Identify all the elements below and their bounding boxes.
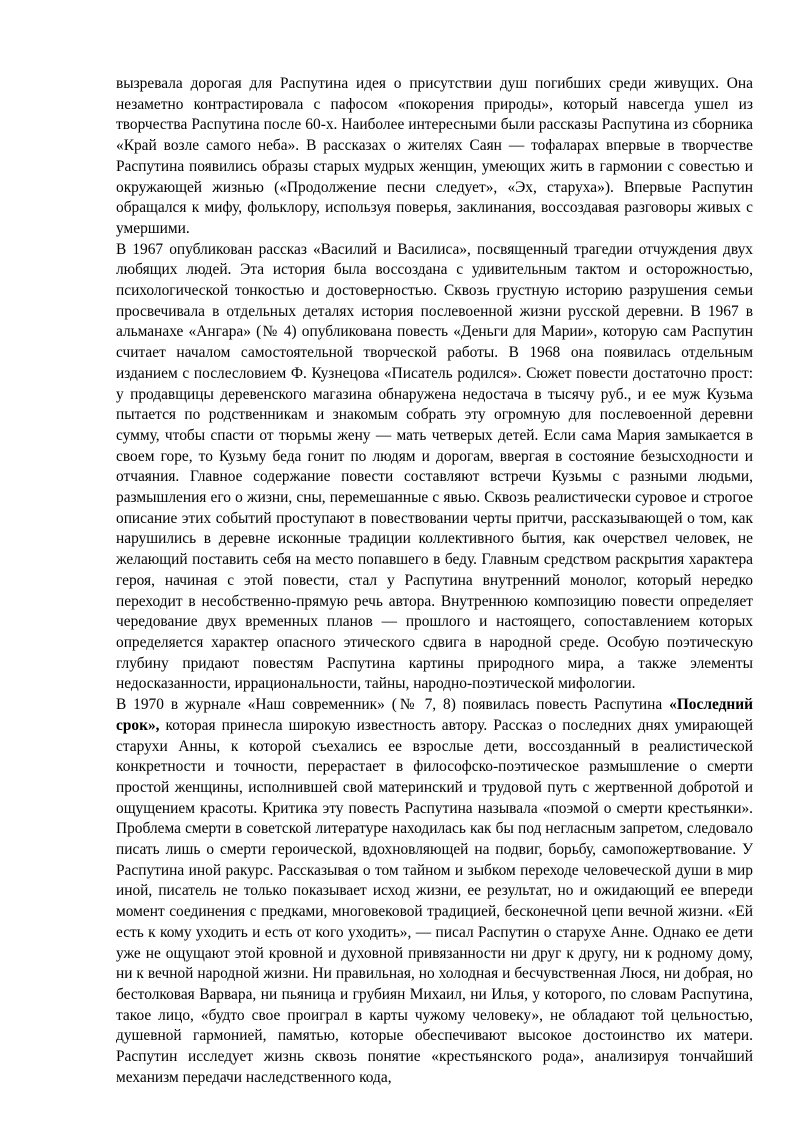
paragraph-2: В 1967 опубликован рассказ «Василий и Василиса», посвященный трагедии отчуждения двух любящих людей. Эта история была воссоздана с удивительным тактом и осторожностью, психологической тонкостью и достоверностью. Сквозь грустную историю разрушения семьи просвечивала в отдельных деталях история послевоенной жизни русской деревни. В 1967 в альманахе «Ангара» (№ 4) опубликована повесть «Деньги для Марии», которую сам Распутин считает началом самостоятельной творческой работы. В 1968 она появилась отдельным изданием с послесловием Ф. Кузнецова «Писатель родился». Сюжет повести достаточно прост: у продавщицы деревенского магазина обнаружена недостача в тысячу руб., и ее муж Кузьма пытается по родственникам и знакомым собрать эту огромную для послевоенной деревни сумму, чтобы спасти от тюрьмы жену — мать четверых детей. Если сама Мария замыкается в своем горе, то Кузьму беда гонит по людям и дорогам, ввергая в состояние безысходности и отчаяния. Главное содержание повести составляют встречи Кузьмы с разными людьми, размышления его о жизни, сны, перемешанные с явью. Сквозь реалистически суровое и строгое описание этих событий проступают в повествовании черты притчи, рассказывающей о том, как нарушились в деревне исконные традиции коллективного бытия, как очерствел человек, не желающий поставить себя на место попавшего в беду. Главным средством раскрытия характера героя, начиная с этой повести, стал у Распутина внутренний монолог, который нередко переходит в несобственно-прямую речь автора. Внутреннюю композицию повести определяет чередование двух временных планов — прошлого и настоящего, сопоставлением которых определяется характер опасного этического сдвига в народной среде. Особую поэтическую глубину придают повестям Распутина картины природного мира, а также элементы недосказанности, иррациональности, тайны, народно-поэтической мифологии. [116, 240, 753, 693]
story-title-bold: «Последний срок», [116, 696, 753, 734]
document-page [116, 74, 753, 1088]
paragraph-3 [116, 695, 753, 1088]
paragraph-1: вызревала дорогая для Распутина идея о присутствии душ погибших среди живущих. Она незаметно контрастировала с пафосом «покорения природы», который навсегда ушел из творчества Распутина после 60-х. Наиболее интересными были рассказы Распутина из сборника «Край возле самого неба». В рассказах о жителях Саян — тофаларах впервые в творчестве Распутина появились образы старых мудрых женщин, умеющих жить в гармонии с совестью и окружающей жизнью («Продолжение песни следует», «Эх, старуха»). Впервые Распутин обращался к мифу, фольклору, используя поверья, заклинания, воссоздавая разговоры живых с умершими. [116, 75, 753, 237]
paragraph-3-intro: В 1970 в журнале «Наш современник» (№ 7, 8) появилась повесть Распутина [116, 696, 670, 714]
paragraph-3-body: которая принесла широкую известность автору. Рассказ о последних днях умирающей старухи Анны, к которой съехались ее взрослые дети, воссозданный в реалистической конкретности и точности, перерастает в философско-поэтическое размышление о смерти простой женщины, исполнившей свой материнский и трудовой путь с жертвенной добротой и ощущением красоты. Критика эту повесть Распутина называла «поэмой о смерти крестьянки». Проблема смерти в советской литературе находилась как бы под негласным запретом, следовало писать лишь о смерти героической, вдохновляющей на подвиг, борьбу, самопожертвование. У Распутина иной ракурс. Рассказывая о том тайном и зыбком переходе человеческой души в мир иной, писатель не только показывает исход жизни, ее результат, но и ожидающий ее впереди момент соединения с предками, многовековой традицией, бесконечной цепи вечной жизни. «Ей есть к кому уходить и есть от кого уходить», — писал Распутин о старухе Анне. Однако ее дети уже не ощущают этой кровной и духовной привязанности ни друг к другу, ни к родному дому, ни к вечной народной жизни. Ни правильная, но холодная и бесчувственная Люся, ни добрая, но бестолковая Варвара, ни пьяница и грубиян Михаил, ни Илья, у которого, по словам Распутина, такое лицо, «будто свое проиграл в карты чужому человеку», не обладают той цельностью, душевной гармонией, памятью, которые обеспечивают высокое достоинство их матери. Распутин исследует жизнь сквозь понятие «крестьянского рода», анализируя тончайший механизм передачи наследственного кода, [116, 716, 753, 1086]
